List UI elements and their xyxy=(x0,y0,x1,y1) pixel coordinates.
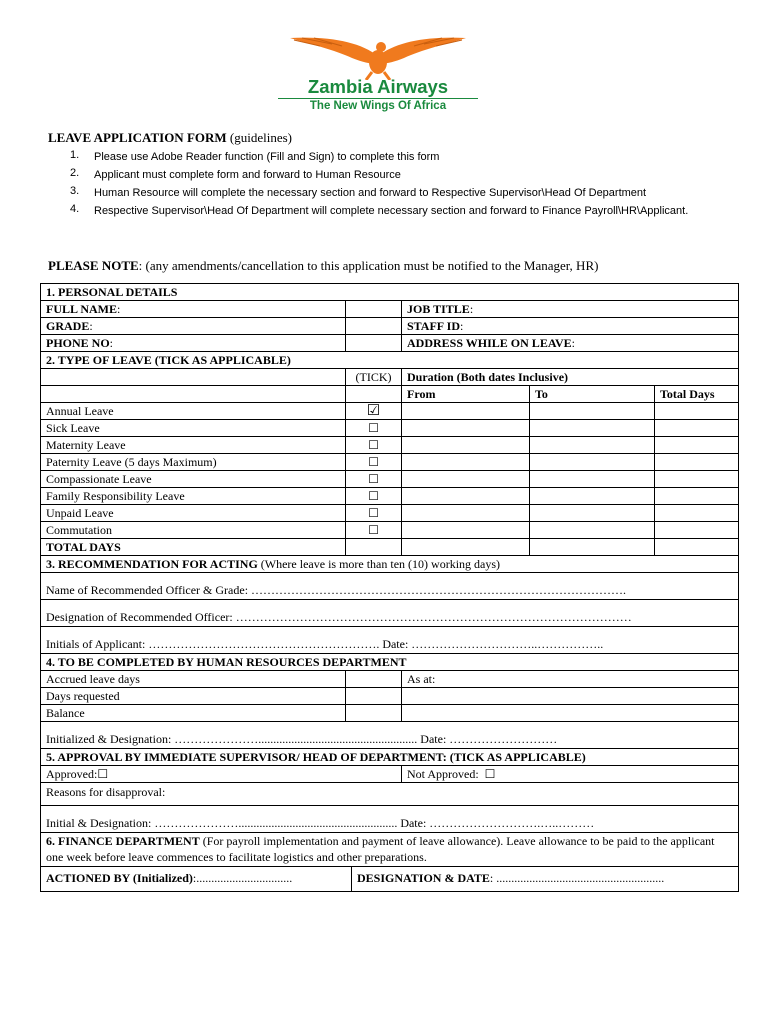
please-note-label: PLEASE NOTE xyxy=(48,258,139,273)
checkbox-icon[interactable]: ☐ xyxy=(368,420,379,435)
guideline-number: 2. xyxy=(70,167,80,179)
staff-id-label-text: STAFF ID xyxy=(407,318,461,333)
section-1-heading xyxy=(41,284,739,301)
days-requested-label: Days requested xyxy=(41,688,346,705)
actioned-by-dots: :................................ xyxy=(192,871,293,885)
grade-label-text: GRADE xyxy=(46,318,90,333)
phone-label-text: PHONE NO xyxy=(46,335,110,350)
address-label[interactable] xyxy=(402,335,739,352)
supervisor-initial-designation-field[interactable]: Initial & Designation: …………………..................................................... Date: ……………………….…..……… xyxy=(41,806,739,833)
leave-row xyxy=(41,420,739,437)
leave-tick-checkbox[interactable] xyxy=(346,488,402,505)
actioned-row xyxy=(41,867,739,892)
leave-tick-checkbox[interactable] xyxy=(346,420,402,437)
leave-row xyxy=(41,471,739,488)
leave-tick-checkbox[interactable] xyxy=(346,437,402,454)
full-name-label-text: FULL NAME xyxy=(46,301,118,316)
blank-cell xyxy=(402,705,739,722)
section-3-heading-note: (Where leave is more than ten (10) working days) xyxy=(260,556,501,571)
total-days-field[interactable] xyxy=(655,454,739,471)
from-header xyxy=(402,386,530,403)
job-title-label-text: JOB TITLE xyxy=(407,301,470,316)
guideline-text: Respective Supervisor\Head Of Department will complete necessary section and forward to Finance Payroll\HR\Applicant. xyxy=(94,205,689,217)
leave-row xyxy=(41,522,739,539)
tick-column-header: (TICK) xyxy=(346,369,402,386)
leave-type-label: Annual Leave xyxy=(41,403,346,420)
total-days-field[interactable] xyxy=(655,505,739,522)
checkbox-icon[interactable]: ☐ xyxy=(368,522,379,537)
colon: : xyxy=(89,318,93,333)
full-name-label xyxy=(41,301,346,318)
total-days-header-text: Total Days xyxy=(660,386,715,401)
leave-type-label: Maternity Leave xyxy=(41,437,346,454)
not-approved-option[interactable] xyxy=(402,766,739,783)
designation-date-field[interactable] xyxy=(352,867,669,891)
days-requested-field[interactable] xyxy=(346,688,402,705)
recommended-officer-name-field[interactable]: Name of Recommended Officer & Grade: …………………………………………………………………………………. xyxy=(41,573,739,600)
checkbox-icon[interactable]: ☐ xyxy=(368,454,379,469)
from-date-field[interactable] xyxy=(402,471,530,488)
leave-tick-checkbox[interactable] xyxy=(346,505,402,522)
brand-name: Zambia Airways xyxy=(307,76,449,97)
address-label-text: ADDRESS WHILE ON LEAVE xyxy=(407,335,572,350)
from-date-field[interactable] xyxy=(402,505,530,522)
leave-row xyxy=(41,454,739,471)
duration-header-text: Duration (Both dates Inclusive) xyxy=(407,369,569,384)
blank-cell xyxy=(41,386,346,403)
to-date-field[interactable] xyxy=(530,522,655,539)
total-days-field[interactable] xyxy=(655,420,739,437)
leave-tick-checkbox[interactable] xyxy=(346,522,402,539)
approved-option[interactable] xyxy=(41,766,402,783)
leave-tick-checkbox[interactable] xyxy=(346,403,402,420)
to-header xyxy=(530,386,655,403)
to-date-field[interactable] xyxy=(530,437,655,454)
section-6-heading-note: (For payroll implementation and payment of leave allowance). Leave allowance to be paid to the applicant one week before leave commences to facilitate logistics and other preparations. xyxy=(46,834,715,864)
leave-type-label: Paternity Leave (5 days Maximum) xyxy=(41,454,346,471)
please-note xyxy=(48,258,598,274)
colon: : xyxy=(460,318,464,333)
checked-box-icon[interactable]: ☑ xyxy=(366,402,381,419)
section-6-heading xyxy=(41,833,739,867)
form-title xyxy=(48,130,292,146)
phone-field[interactable] xyxy=(346,335,402,352)
from-date-field[interactable] xyxy=(402,420,530,437)
section-2-heading-text: 2. TYPE OF LEAVE (TICK AS APPLICABLE) xyxy=(46,352,291,367)
colon: : xyxy=(571,335,575,350)
total-tick-cell xyxy=(346,539,402,556)
as-at-field[interactable]: As at: xyxy=(402,671,739,688)
grade-field[interactable] xyxy=(346,318,402,335)
guideline-text: Human Resource will complete the necessary section and forward to Respective Supervisor\Head Of Department xyxy=(94,187,647,199)
approved-checkbox-icon[interactable]: ☐ xyxy=(97,766,109,781)
blank-cell xyxy=(402,688,739,705)
section-6-heading-text: 6. FINANCE DEPARTMENT xyxy=(46,834,200,848)
total-days-field[interactable] xyxy=(655,437,739,454)
total-days-field[interactable] xyxy=(655,471,739,488)
leave-tick-checkbox[interactable] xyxy=(346,454,402,471)
from-date-field[interactable] xyxy=(402,522,530,539)
leave-type-label: Sick Leave xyxy=(41,420,346,437)
leave-form-table xyxy=(40,283,739,892)
blank-cell xyxy=(346,386,402,403)
disapproval-reasons-field[interactable]: Reasons for disapproval: xyxy=(41,783,739,806)
from-date-field[interactable] xyxy=(402,437,530,454)
total-from-field[interactable] xyxy=(402,539,530,556)
colon: : xyxy=(117,301,121,316)
leave-row xyxy=(41,403,739,420)
staff-id-label[interactable] xyxy=(402,318,739,335)
guideline-number: 1. xyxy=(70,149,80,161)
leave-tick-checkbox[interactable] xyxy=(346,471,402,488)
approved-label: Approved: xyxy=(46,766,98,781)
total-days-header xyxy=(655,386,739,403)
blank-cell xyxy=(41,369,346,386)
designation-date-label: DESIGNATION & DATE xyxy=(357,871,490,885)
grade-label xyxy=(41,318,346,335)
full-name-field[interactable] xyxy=(346,301,402,318)
form-title-suffix: (guidelines) xyxy=(229,130,292,145)
to-date-field[interactable] xyxy=(530,420,655,437)
leave-type-label: Compassionate Leave xyxy=(41,471,346,488)
accrued-days-label: Accrued leave days xyxy=(41,671,346,688)
total-days-row-label xyxy=(41,539,346,556)
total-days-field[interactable] xyxy=(655,488,739,505)
total-days-row-text: TOTAL DAYS xyxy=(46,539,121,554)
leave-row xyxy=(41,505,739,522)
leave-type-label: Commutation xyxy=(41,522,346,539)
section-5-heading xyxy=(41,749,739,766)
checkbox-icon[interactable]: ☐ xyxy=(368,437,379,452)
total-to-field[interactable] xyxy=(530,539,655,556)
total-days-field[interactable] xyxy=(655,522,739,539)
from-date-field[interactable] xyxy=(402,403,530,420)
leave-row xyxy=(41,437,739,454)
actioned-by-field[interactable] xyxy=(41,867,352,891)
from-header-text: From xyxy=(407,386,436,401)
actioned-by-label: ACTIONED BY (Initialized) xyxy=(46,871,193,885)
guideline-number: 4. xyxy=(70,203,80,215)
not-approved-label: Not Approved: xyxy=(407,766,479,781)
please-note-text: : (any amendments/cancellation to this application must be notified to the Manager, HR) xyxy=(138,258,599,273)
balance-field[interactable] xyxy=(346,705,402,722)
checkbox-icon[interactable]: ☐ xyxy=(368,471,379,486)
to-date-field[interactable] xyxy=(530,505,655,522)
designation-date-dots: : ........................................................ xyxy=(489,871,665,885)
checkbox-icon[interactable]: ☐ xyxy=(368,488,379,503)
from-date-field[interactable] xyxy=(402,488,530,505)
section-4-heading xyxy=(41,654,739,671)
recommended-officer-designation-field[interactable]: Designation of Recommended Officer: ……………………………………………………………………………………… xyxy=(41,600,739,627)
leave-type-label: Family Responsibility Leave xyxy=(41,488,346,505)
duration-header xyxy=(402,369,739,386)
job-title-label[interactable] xyxy=(402,301,739,318)
guideline-text: Applicant must complete form and forward to Human Resource xyxy=(94,169,401,181)
to-date-field[interactable] xyxy=(530,471,655,488)
leave-row xyxy=(41,488,739,505)
section-1-heading-text: 1. PERSONAL DETAILS xyxy=(46,284,178,299)
brand-tagline: The New Wings Of Africa xyxy=(309,100,447,112)
colon: : xyxy=(469,301,474,316)
section-3-heading-text: 3. RECOMMENDATION FOR ACTING xyxy=(46,556,258,571)
to-header-text: To xyxy=(535,386,548,401)
section-3-heading xyxy=(41,556,739,573)
guideline-text: Please use Adobe Reader function (Fill and Sign) to complete this form xyxy=(94,151,440,163)
colon: : xyxy=(109,335,114,350)
total-days-sum-field[interactable] xyxy=(655,539,739,556)
leave-type-label: Unpaid Leave xyxy=(41,505,346,522)
to-date-field[interactable] xyxy=(530,454,655,471)
form-title-bold: LEAVE APPLICATION FORM xyxy=(48,130,227,145)
section-4-heading-text: 4. TO BE COMPLETED BY HUMAN RESOURCES DEPARTMENT xyxy=(46,654,407,669)
eagle-logo-icon xyxy=(280,34,476,80)
to-date-field[interactable] xyxy=(530,488,655,505)
accrued-days-field[interactable] xyxy=(346,671,402,688)
brand-divider xyxy=(278,98,478,99)
section-2-heading xyxy=(41,352,739,369)
applicant-initials-date-field[interactable]: Initials of Applicant: …………………………………………………. Date: …………………………..…………….. xyxy=(41,627,739,654)
guideline-number: 3. xyxy=(70,185,80,197)
from-date-field[interactable] xyxy=(402,454,530,471)
not-approved-checkbox-icon[interactable]: ☐ xyxy=(484,766,496,781)
balance-label: Balance xyxy=(41,705,346,722)
total-days-field[interactable] xyxy=(655,403,739,420)
hr-initialized-designation-field[interactable]: Initialized & Designation: …………………..................................................... Date: ……………………… xyxy=(41,722,739,749)
phone-label xyxy=(41,335,346,352)
to-date-field[interactable] xyxy=(530,403,655,420)
section-5-heading-text: 5. APPROVAL BY IMMEDIATE SUPERVISOR/ HEAD OF DEPARTMENT: (TICK AS APPLICABLE) xyxy=(46,749,586,764)
checkbox-icon[interactable]: ☐ xyxy=(368,505,379,520)
